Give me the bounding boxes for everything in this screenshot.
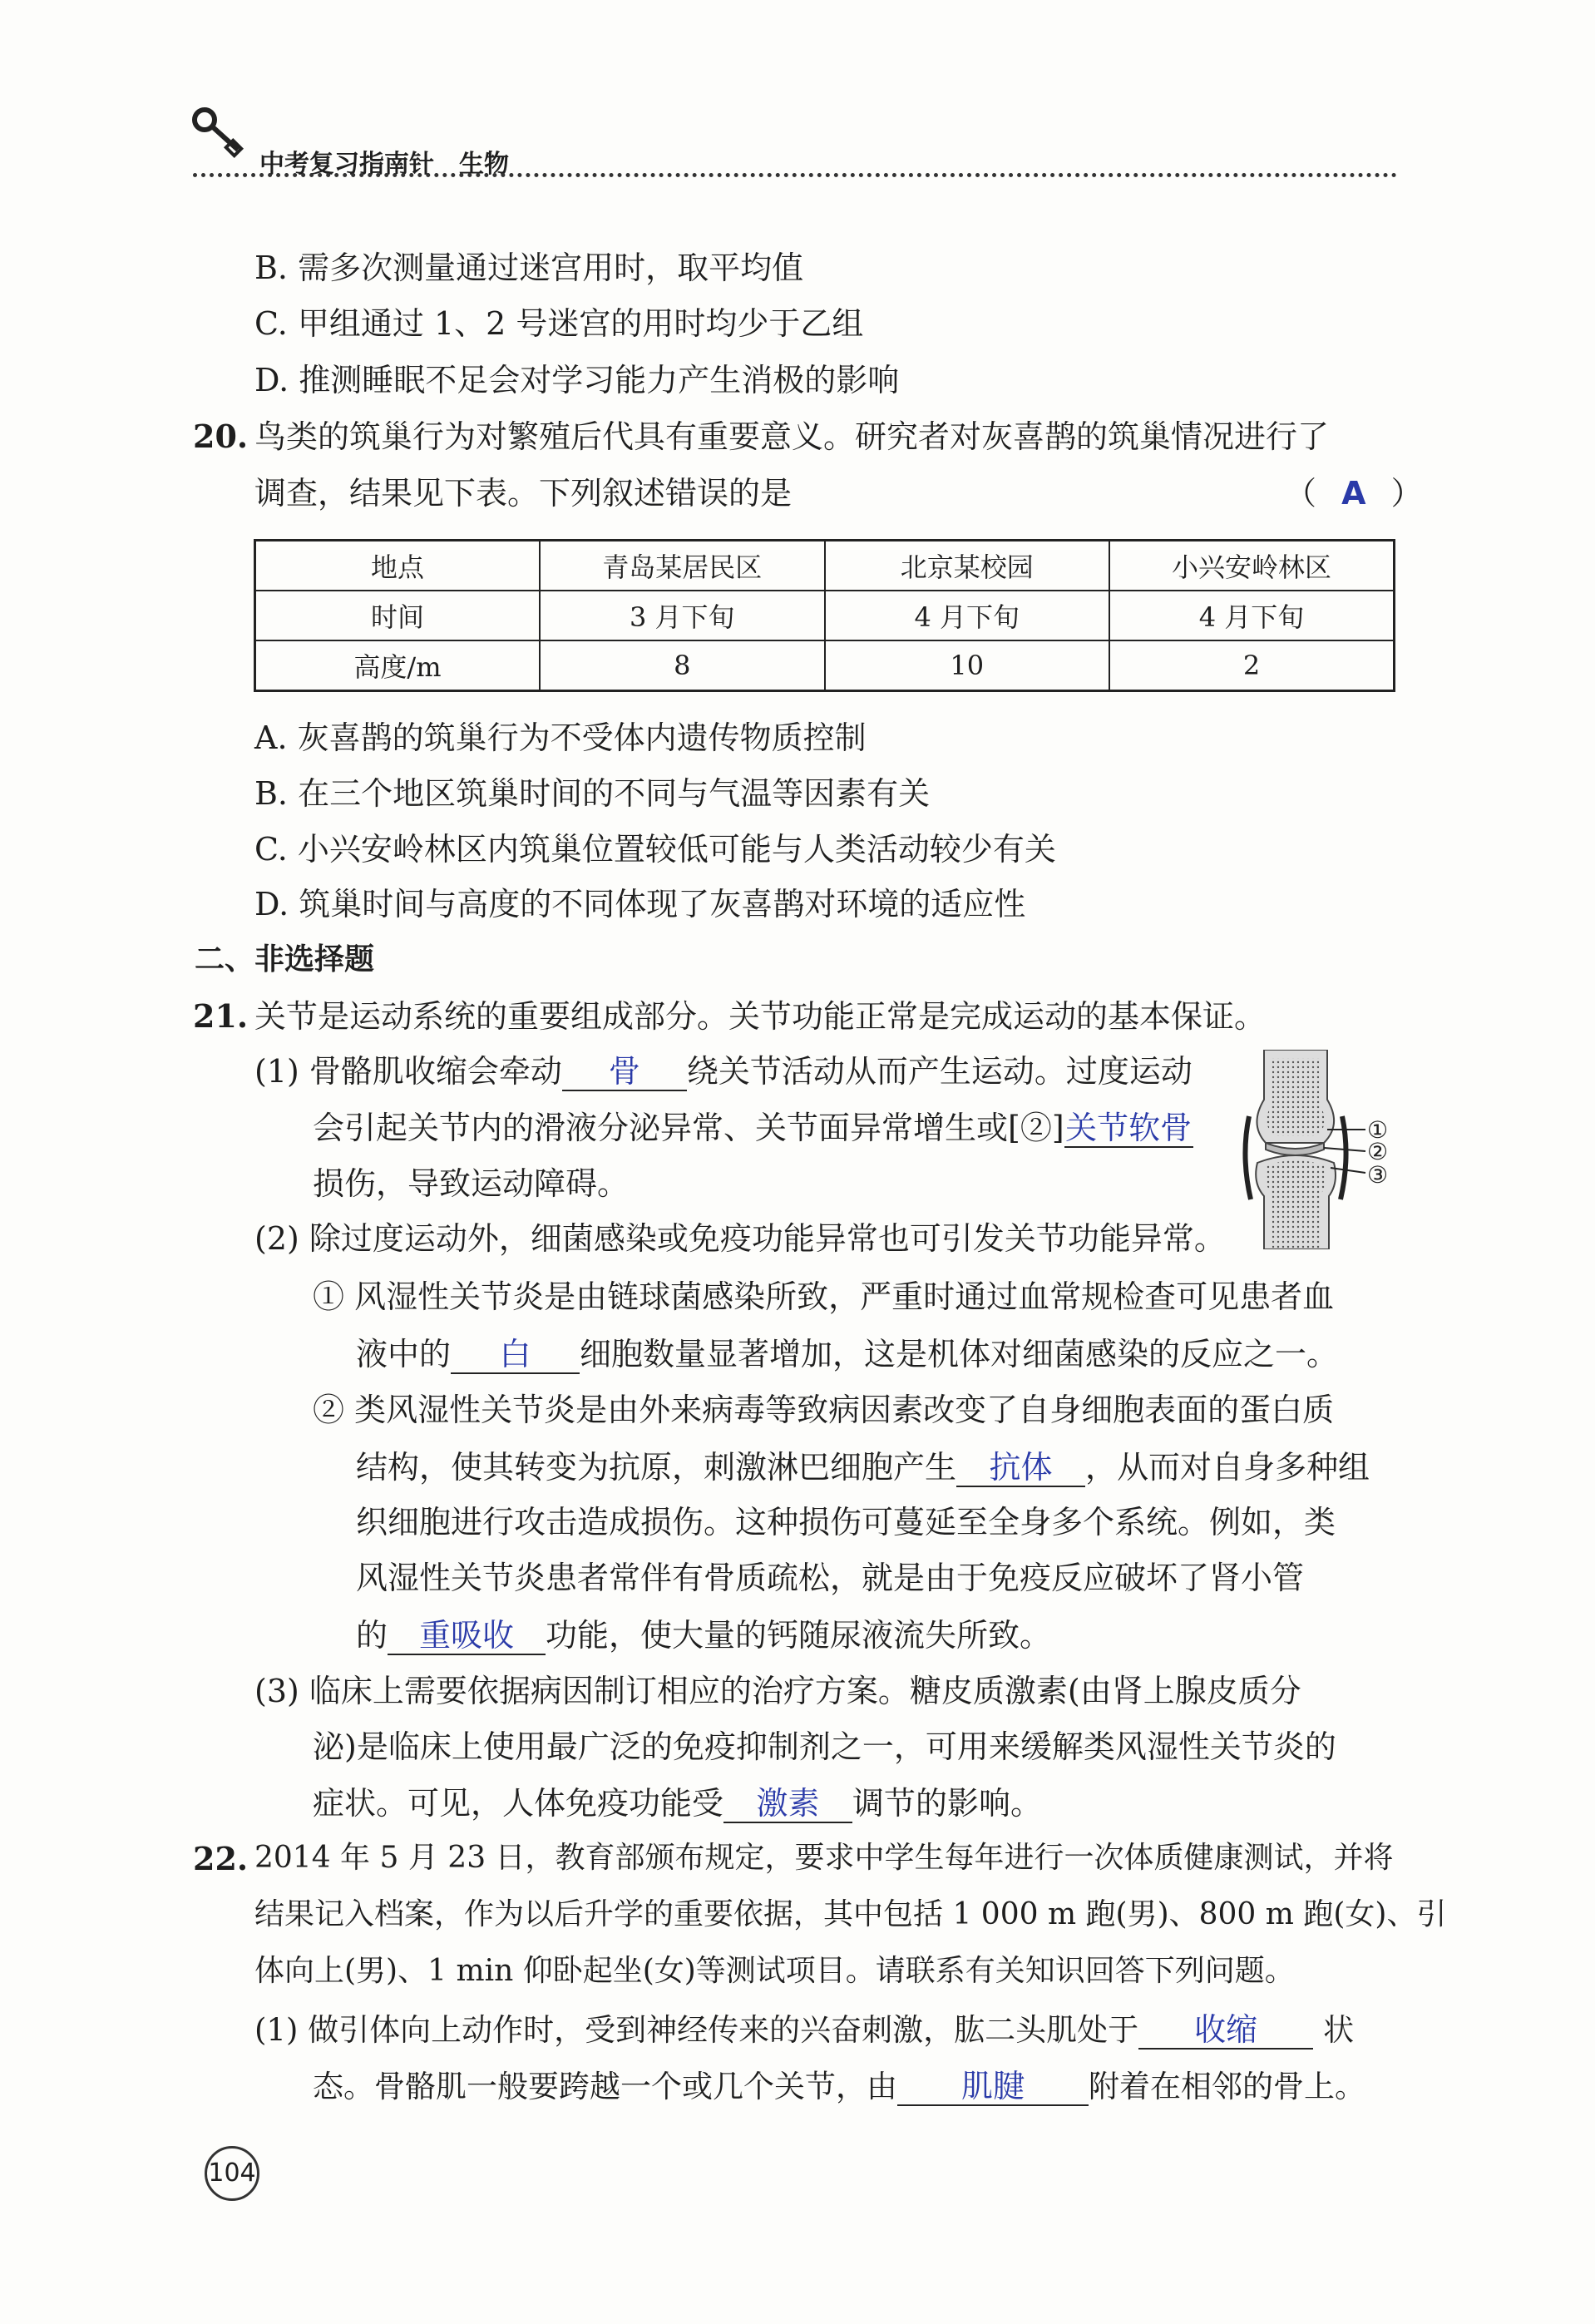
answer-blank xyxy=(723,1787,852,1823)
q20-option-d: D. 筑巢时间与高度的不同体现了灰喜鹊对环境的适应性 xyxy=(254,886,1026,922)
table-row xyxy=(255,640,1395,691)
q22-number: 22. xyxy=(193,1840,249,1877)
text: 液中的 xyxy=(356,1336,452,1372)
table-header-cell: 北京某校园 xyxy=(825,541,1110,591)
table-cell: 4 月下旬 xyxy=(825,591,1110,640)
text: 绕关节活动从而产生运动。过度运动 xyxy=(686,1053,1193,1090)
q20-answer-bracket xyxy=(1285,475,1423,512)
table-cell: 10 xyxy=(825,640,1110,691)
q21-answer-2: 关节软骨 xyxy=(1065,1110,1193,1146)
q21-p2-2-line1: ② 类风湿性关节炎是由外来病毒等致病因素改变了自身细胞表面的蛋白质 xyxy=(313,1392,1335,1428)
section-title: 二、非选择题 xyxy=(195,942,375,977)
figure-label-1: ① xyxy=(1367,1116,1389,1144)
q22-p1-line2 xyxy=(313,2069,1365,2106)
q21-p2-2-line4: 风湿性关节炎患者常伴有骨质疏松，就是由于免疫反应破坏了肾小管 xyxy=(356,1560,1305,1596)
q21-stem: 关节是运动系统的重要组成部分。关节功能正常是完成运动的基本保证。 xyxy=(254,998,1267,1035)
table-cell: 8 xyxy=(540,640,825,691)
q21-p2-1-line2 xyxy=(356,1338,1338,1374)
text: (1) 做引体向上动作时，受到神经传来的兴奋刺激，肱二头肌处于 xyxy=(254,2012,1139,2048)
q21-answer-1: 骨 xyxy=(608,1053,640,1090)
q21-p3-line1: (3) 临床上需要依据病因制订相应的治疗方案。糖皮质激素(由肾上腺皮质分 xyxy=(254,1673,1301,1709)
text: 调节的影响。 xyxy=(852,1785,1043,1822)
table-header-row xyxy=(255,541,1395,591)
q20-option-a: A. 灰喜鹊的筑巢行为不受体内遗传物质控制 xyxy=(254,719,867,756)
q20-stem-line1: 鸟类的筑巢行为对繁殖后代具有重要意义。研究者对灰喜鹊的筑巢情况进行了 xyxy=(254,418,1330,455)
table-header-cell: 小兴安岭林区 xyxy=(1109,541,1395,591)
bracket-open: （ xyxy=(1285,475,1317,512)
bracket-close: ） xyxy=(1390,475,1423,512)
q21-p1-line1 xyxy=(254,1055,1193,1091)
q21-p2-2-line5 xyxy=(356,1619,1051,1655)
figure-label-3: ③ xyxy=(1367,1161,1389,1189)
q21-answer-3: 白 xyxy=(499,1336,531,1372)
header-dotted-rule xyxy=(193,173,1397,177)
q20-answer: A xyxy=(1341,475,1366,512)
q19-option-c: C. 甲组通过 1、2 号迷宫的用时均少于乙组 xyxy=(254,305,864,342)
table-cell: 2 xyxy=(1109,640,1395,691)
page-number: 104 xyxy=(205,2146,259,2201)
table-cell: 时间 xyxy=(255,591,541,640)
q21-answer-5: 重吸收 xyxy=(419,1617,515,1654)
q22-stem-line1: 2014 年 5 月 23 日，教育部颁布规定，要求中学生每年进行一次体质健康测试，并将 xyxy=(254,1841,1394,1875)
knee-joint-figure xyxy=(1241,1050,1407,1249)
q21-answer-6: 激素 xyxy=(756,1785,820,1822)
answer-blank xyxy=(451,1338,580,1374)
q21-p1-line3: 损伤，导致运动障碍。 xyxy=(313,1165,630,1202)
q19-option-b: B. 需多次测量通过迷宫用时，取平均值 xyxy=(254,250,804,286)
q21-p3-line2: 泌)是临床上使用最广泛的免疫抑制剂之一，可用来缓解类风湿性关节炎的 xyxy=(313,1728,1336,1765)
q21-number: 21. xyxy=(193,997,249,1035)
answer-blank xyxy=(1064,1111,1193,1148)
q22-p1-line1 xyxy=(254,2013,1354,2050)
table-cell: 3 月下旬 xyxy=(540,591,825,640)
text: 结构，使其转变为抗原，刺激淋巴细胞产生 xyxy=(356,1449,957,1486)
text: 会引起关节内的滑液分泌异常、关节面异常增生或[②] xyxy=(313,1110,1064,1146)
answer-blank xyxy=(388,1619,546,1655)
table-cell: 高度/m xyxy=(255,640,541,691)
q20-stem-line2: 调查，结果见下表。下列叙述错误的是 xyxy=(254,475,793,512)
q21-p2-2-line3: 织细胞进行攻击造成损伤。这种损伤可蔓延至全身多个系统。例如，类 xyxy=(356,1504,1336,1540)
text: 功能，使大量的钙随尿液流失所致。 xyxy=(546,1617,1052,1654)
answer-blank xyxy=(562,1055,687,1091)
answer-blank xyxy=(897,2069,1089,2106)
figure-label-2: ② xyxy=(1367,1138,1389,1165)
q20-option-b: B. 在三个地区筑巢时间的不同与气温等因素有关 xyxy=(254,775,931,812)
table-cell: 4 月下旬 xyxy=(1109,591,1395,640)
q19-option-d: D. 推测睡眠不足会对学习能力产生消极的影响 xyxy=(254,362,900,398)
text: 的 xyxy=(356,1617,388,1654)
q21-p2-1-line1: ① 风湿性关节炎是由链球菌感染所致，严重时通过血常规检查可见患者血 xyxy=(313,1278,1335,1315)
key-logo-icon xyxy=(190,101,248,160)
q20-table xyxy=(254,539,1395,692)
q22-answer-2: 肌腱 xyxy=(960,2068,1025,2104)
q21-p1-line2 xyxy=(313,1111,1193,1148)
q22-stem-line3: 体向上(男)、1 min 仰卧起坐(女)等测试项目。请联系有关知识回答下列问题。 xyxy=(254,1954,1295,1988)
table-row xyxy=(255,591,1395,640)
table-header-cell: 青岛某居民区 xyxy=(540,541,825,591)
q21-p3-line3 xyxy=(313,1787,1042,1823)
answer-blank xyxy=(1138,2013,1313,2050)
q22-stem-line2: 结果记入档案，作为以后升学的重要依据，其中包括 1 000 m 跑(男)、800 m 跑(女)、引 xyxy=(254,1897,1447,1931)
table-header-cell: 地点 xyxy=(255,541,541,591)
text: (1) 骨骼肌收缩会牵动 xyxy=(254,1053,562,1090)
text: 状 xyxy=(1323,2012,1355,2048)
q21-answer-4: 抗体 xyxy=(989,1449,1053,1486)
answer-blank xyxy=(956,1451,1085,1487)
q20-option-c: C. 小兴安岭林区内筑巢位置较低可能与人类活动较少有关 xyxy=(254,831,1056,868)
header-title: 中考复习指南针 生物 xyxy=(259,150,509,179)
text: 症状。可见，人体免疫功能受 xyxy=(313,1785,724,1822)
q20-number: 20. xyxy=(193,418,249,455)
text: ，从而对自身多种组 xyxy=(1085,1449,1370,1486)
q21-p2-2-line2 xyxy=(356,1451,1370,1487)
text: 附着在相邻的骨上。 xyxy=(1089,2069,1365,2104)
q22-answer-1: 收缩 xyxy=(1194,2011,1258,2048)
text: 细胞数量显著增加，这是机体对细菌感染的反应之一。 xyxy=(580,1336,1339,1372)
text: 态。骨骼肌一般要跨越一个或几个关节，由 xyxy=(313,2069,897,2104)
q21-p2: (2) 除过度运动外，细菌感染或免疫功能异常也可引发关节功能异常。 xyxy=(254,1220,1226,1257)
